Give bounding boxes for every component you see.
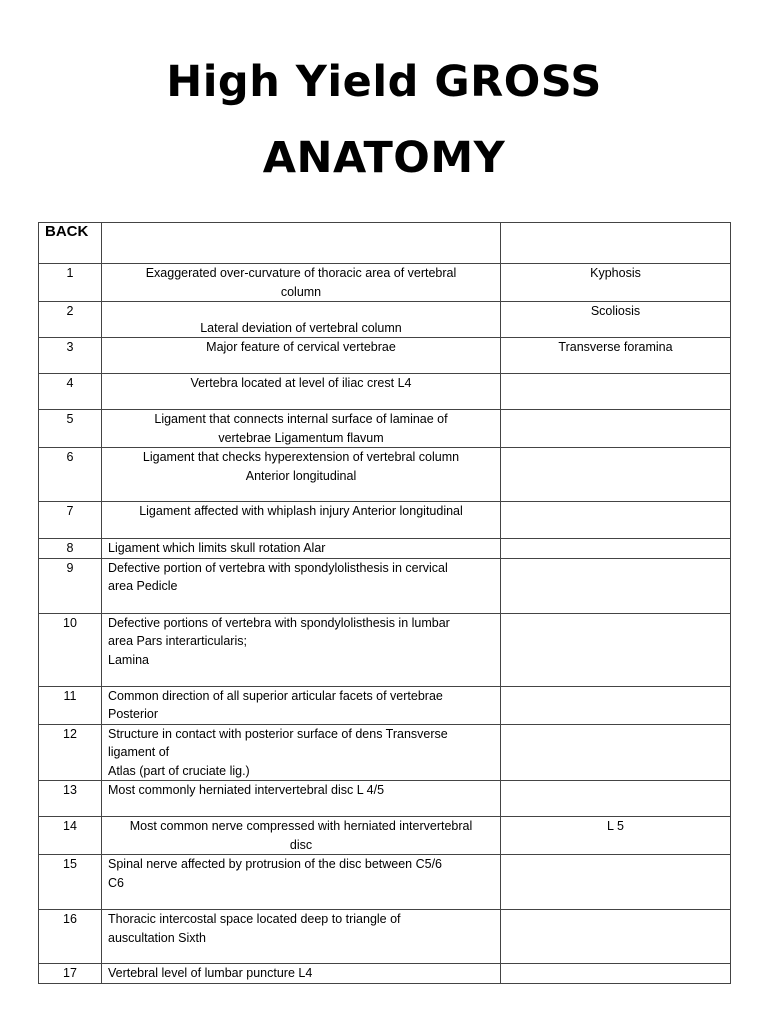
row-number: 12 xyxy=(39,724,102,781)
anatomy-question-table xyxy=(38,222,731,984)
row-answer xyxy=(501,781,731,817)
row-number: 14 xyxy=(39,817,102,855)
row-number: 11 xyxy=(39,686,102,724)
row-number: 2 xyxy=(39,302,102,338)
table-row xyxy=(39,855,731,910)
table-row xyxy=(39,302,731,338)
header-empty-cell xyxy=(102,223,501,264)
row-question: Major feature of cervical vertebrae xyxy=(102,338,501,374)
row-question: Exaggerated over-curvature of thoracic area of vertebral column xyxy=(102,264,501,302)
row-answer xyxy=(501,558,731,613)
table-row xyxy=(39,817,731,855)
table-row xyxy=(39,781,731,817)
table-row xyxy=(39,502,731,539)
row-answer xyxy=(501,964,731,984)
table-row xyxy=(39,910,731,964)
row-number: 3 xyxy=(39,338,102,374)
row-question: Most commonly herniated intervertebral disc L 4/5 xyxy=(102,781,501,817)
row-question: Common direction of all superior articular facets of vertebrae Posterior xyxy=(102,686,501,724)
row-question: Vertebral level of lumbar puncture L4 xyxy=(102,964,501,984)
row-question: Thoracic intercostal space located deep to triangle of auscultation Sixth xyxy=(102,910,501,964)
table-row xyxy=(39,374,731,410)
row-question: Ligament which limits skull rotation Alar xyxy=(102,539,501,559)
row-number: 7 xyxy=(39,502,102,539)
row-answer xyxy=(501,855,731,910)
row-question: Defective portions of vertebra with spondylolisthesis in lumbar area Pars interarticularis; Lamina xyxy=(102,613,501,686)
row-number: 5 xyxy=(39,410,102,448)
section-header-back: BACK xyxy=(39,223,102,264)
page-title-line-1: High Yield GROSS xyxy=(166,57,602,107)
table-row xyxy=(39,539,731,559)
row-number: 1 xyxy=(39,264,102,302)
table-row xyxy=(39,558,731,613)
table-row xyxy=(39,613,731,686)
row-number: 10 xyxy=(39,613,102,686)
row-answer: Transverse foramina xyxy=(501,338,731,374)
row-question: Vertebra located at level of iliac crest L4 xyxy=(102,374,501,410)
row-question: Ligament affected with whiplash injury Anterior longitudinal xyxy=(102,502,501,539)
page-title-line-2: ANATOMY xyxy=(262,133,506,183)
row-answer: Kyphosis xyxy=(501,264,731,302)
row-question: Defective portion of vertebra with spondylolisthesis in cervical area Pedicle xyxy=(102,558,501,613)
row-question: Lateral deviation of vertebral column xyxy=(102,302,501,338)
row-answer: Scoliosis xyxy=(501,302,731,338)
row-number: 15 xyxy=(39,855,102,910)
row-answer xyxy=(501,448,731,502)
header-empty-cell xyxy=(501,223,731,264)
table-row xyxy=(39,264,731,302)
row-number: 16 xyxy=(39,910,102,964)
table-row xyxy=(39,686,731,724)
table-row xyxy=(39,338,731,374)
row-number: 17 xyxy=(39,964,102,984)
row-question: Ligament that checks hyperextension of vertebral column Anterior longitudinal xyxy=(102,448,501,502)
row-number: 8 xyxy=(39,539,102,559)
row-number: 6 xyxy=(39,448,102,502)
row-answer: L 5 xyxy=(501,817,731,855)
row-answer xyxy=(501,502,731,539)
row-question: Structure in contact with posterior surface of dens Transverse ligament of Atlas (part of cruciate lig.) xyxy=(102,724,501,781)
row-answer xyxy=(501,686,731,724)
row-number: 9 xyxy=(39,558,102,613)
table-row xyxy=(39,964,731,984)
row-answer xyxy=(501,910,731,964)
table-row xyxy=(39,448,731,502)
row-answer xyxy=(501,613,731,686)
row-answer xyxy=(501,724,731,781)
table-row xyxy=(39,724,731,781)
row-answer xyxy=(501,374,731,410)
row-answer xyxy=(501,410,731,448)
row-question: Most common nerve compressed with herniated intervertebral disc xyxy=(102,817,501,855)
table-row xyxy=(39,410,731,448)
row-question: Spinal nerve affected by protrusion of the disc between C5/6 C6 xyxy=(102,855,501,910)
row-number: 13 xyxy=(39,781,102,817)
row-question: Ligament that connects internal surface of laminae of vertebrae Ligamentum flavum xyxy=(102,410,501,448)
row-number: 4 xyxy=(39,374,102,410)
table-header-row xyxy=(39,223,731,264)
row-answer xyxy=(501,539,731,559)
